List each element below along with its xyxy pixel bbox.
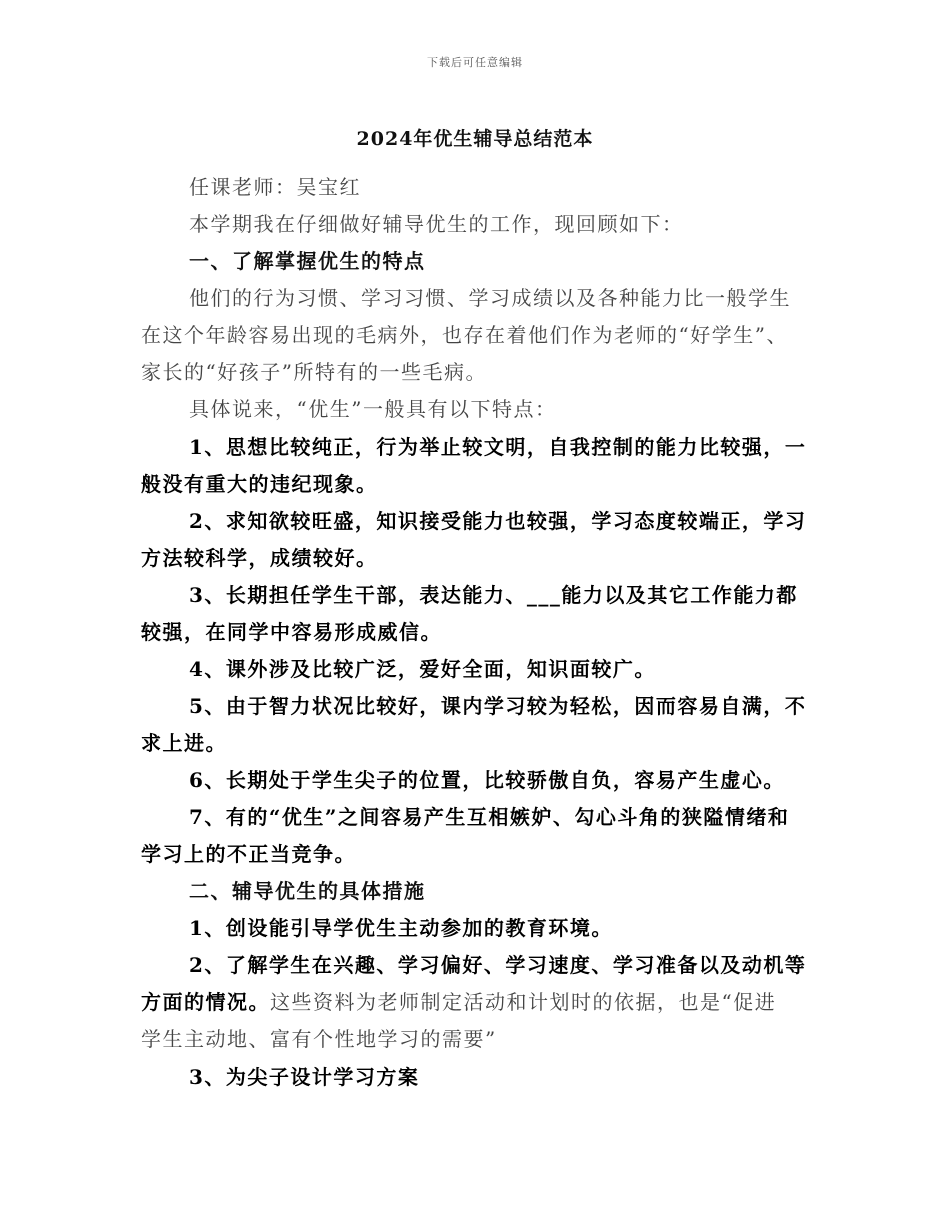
measure-item-3: 3、为尖子设计学习方案 — [189, 1065, 420, 1089]
list-item-3: 3、长期担任学生干部，表达能力、___能力以及其它工作能力都 — [189, 583, 798, 607]
header-note: 下载后可任意编辑 — [427, 56, 523, 69]
list-item-4: 4、课外涉及比较广泛，爱好全面，知识面较广。 — [189, 657, 656, 681]
list-item-7-cont: 学习上的不正当竞争。 — [141, 842, 356, 866]
section-heading-2: 二、辅导优生的具体措施 — [189, 879, 426, 903]
list-item-6: 6、长期处于学生尖子的位置，比较骄傲自负，容易产生虚心。 — [189, 768, 785, 792]
measure-item-2-end: 学生主动地、富有个性地学习的需要” — [141, 1027, 497, 1051]
paragraph-line: 在这个年龄容易出现的毛病外，也存在着他们作为老师的“好学生”、 — [141, 323, 788, 347]
measure-item-2-bold: 方面的情况。 — [141, 990, 270, 1014]
teacher-line: 任课老师：吴宝红 — [189, 175, 361, 199]
list-item-1-cont: 般没有重大的违纪现象。 — [141, 472, 378, 496]
list-item-2-cont: 方法较科学，成绩较好。 — [141, 546, 378, 570]
measure-item-1: 1、创设能引导学优生主动参加的教育环境。 — [189, 916, 613, 940]
document-title: 2024年优生辅导总结范本 — [356, 128, 594, 150]
measure-item-2-cont — [141, 988, 776, 1016]
intro-line: 本学期我在仔细做好辅导优生的工作，现回顾如下： — [189, 212, 684, 236]
measure-item-2-tail: 这些资料为老师制定活动和计划时的依据，也是“促进 — [270, 990, 777, 1014]
list-item-3-cont: 较强，在同学中容易形成威信。 — [141, 620, 442, 644]
section-heading-1: 一、了解掌握优生的特点 — [189, 249, 426, 273]
list-item-5: 5、由于智力状况比较好，课内学习较为轻松，因而容易自满，不 — [189, 694, 807, 718]
paragraph-line: 他们的行为习惯、学习习惯、学习成绩以及各种能力比一般学生 — [189, 286, 791, 310]
paragraph-line: 具体说来，“优生”一般具有以下特点： — [189, 397, 557, 421]
list-item-1: 1、思想比较纯正，行为举止较文明，自我控制的能力比较强，一 — [189, 435, 807, 459]
measure-item-2: 2、了解学生在兴趣、学习偏好、学习速度、学习准备以及动机等 — [189, 953, 807, 977]
paragraph-line: 家长的“好孩子”所特有的一些毛病。 — [141, 360, 487, 384]
list-item-2: 2、求知欲较旺盛，知识接受能力也较强，学习态度较端正，学习 — [189, 509, 807, 533]
list-item-5-cont: 求上进。 — [141, 731, 227, 755]
list-item-7: 7、有的“优生”之间容易产生互相嫉妒、勾心斗角的狭隘情绪和 — [189, 805, 790, 829]
